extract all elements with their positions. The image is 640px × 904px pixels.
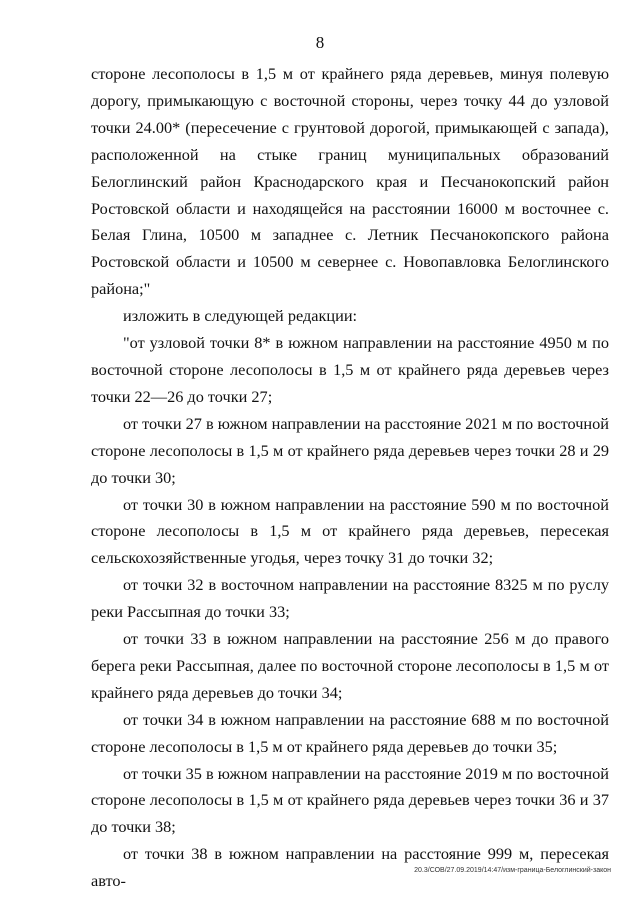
paragraph-point-35: от точки 35 в южном направлении на расстояние 2019 м по восточной стороне лесополосы в 1,5 м от крайнего ряда деревьев через точки 36 и 37 до точки 38; <box>91 763 609 837</box>
paragraph-point-27: от точки 27 в южном направлении на расстояние 2021 м по восточной стороне лесополосы в 1,5 м от крайнего ряда деревьев через точки 28 и 29 до точки 30; <box>91 413 609 487</box>
paragraph-point-30: от точки 30 в южном направлении на расстояние 590 м по восточной стороне лесополосы в 1,5 м от крайнего ряда деревьев, пересекая сельскохозяйственные угодья, через точку 31 до точки 32; <box>91 494 609 568</box>
paragraph-continuation: стороне лесополосы в 1,5 м от крайнего ряда деревьев, минуя полевую дорогу, примыкающую с восточной стороны, через точку 44 до узловой точки 24.00* (пересечение с грунтовой дорогой, примыкающей с запада), расположенной на стыке границ муниципальных образований Белоглинский район Краснодарского края и Песчанокопский район Ростовской области и находящейся на расстоянии 16000 м восточнее с. Белая Глина, 10500 м западнее с. Летник Песчанокопского района Ростовской области и 10500 м севернее с. Новопавловка Белоглинского района;" <box>91 64 609 299</box>
document-body <box>91 61 609 895</box>
paragraph-point-38: от точки 38 в южном направлении на расстояние 999 м, пересекая авто- <box>91 844 609 891</box>
document-footer: 20.3/СОВ/27.09.2019/14:47/изм-граница-Белоглинский-закон <box>414 867 611 874</box>
paragraph-point-34: от точки 34 в южном направлении на расстояние 688 м по восточной стороне лесополосы в 1,5 м от крайнего ряда деревьев до точки 35; <box>91 709 609 756</box>
paragraph-point-32: от точки 32 в восточном направлении на расстояние 8325 м по руслу реки Рассыпная до точки 33; <box>91 575 609 622</box>
paragraph-point-33: от точки 33 в южном направлении на расстояние 256 м до правого берега реки Рассыпная, далее по восточной стороне лесополосы в 1,5 м от крайнего ряда деревьев до точки 34; <box>91 629 609 702</box>
paragraph-instruction: изложить в следующей редакции: <box>123 306 358 326</box>
page-number: 8 <box>315 33 325 52</box>
paragraph-point-8: "от узловой точки 8* в южном направлении на расстояние 4950 м по восточной стороне лесополосы в 1,5 м от крайнего ряда деревьев через точки 22—26 до точки 27; <box>91 333 609 406</box>
